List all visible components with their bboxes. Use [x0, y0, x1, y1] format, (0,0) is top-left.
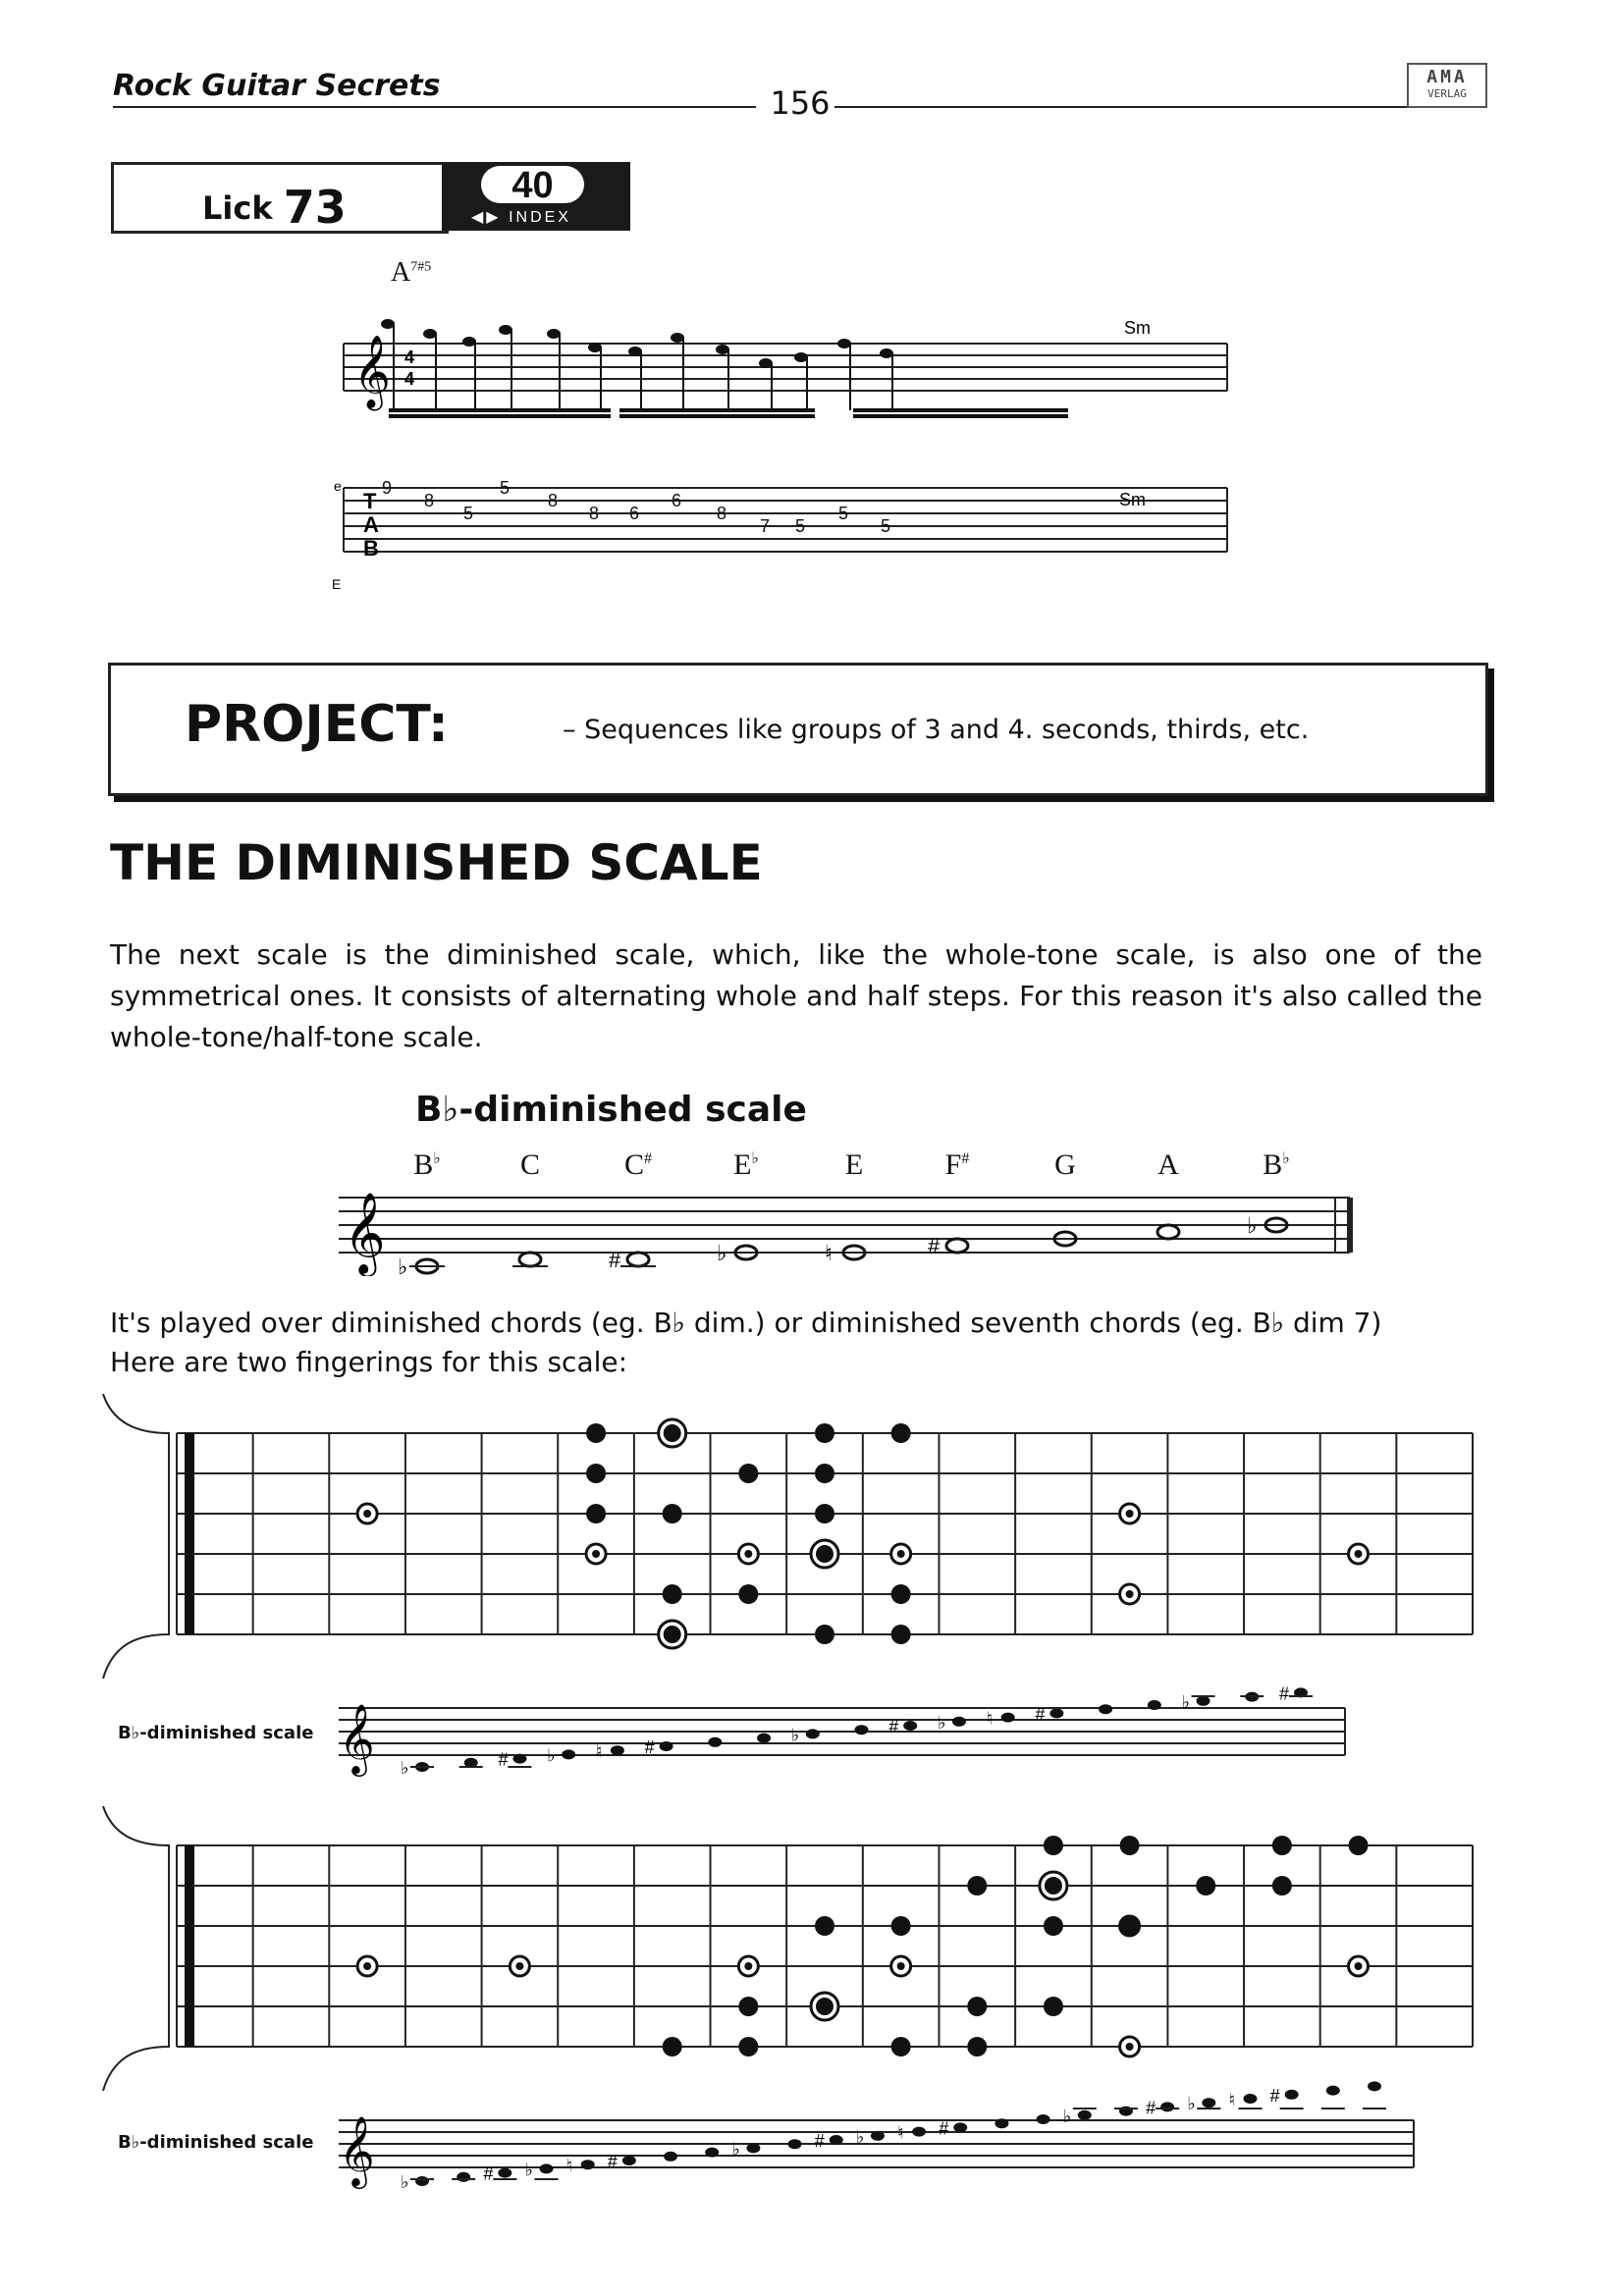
note-head [660, 1741, 673, 1751]
project-text: – Sequences like groups of 3 and 4. seconds, thirds, etc. [563, 715, 1310, 745]
accidental: ♭ [547, 1745, 556, 1766]
string-label: e [334, 478, 342, 494]
whole-note [1157, 1225, 1179, 1239]
finger-dot [967, 1997, 987, 2016]
finger-dot [738, 1464, 758, 1483]
note-head [547, 329, 561, 339]
finger-dot [891, 1584, 911, 1604]
accidental: # [483, 2163, 494, 2184]
treble-clef: 𝄞 [353, 336, 391, 408]
note-head [871, 2131, 885, 2141]
note-head [855, 1725, 869, 1735]
intro-paragraph: The next scale is the diminished scale, which, like the whole-tone scale, is also one of the symmetrical ones. It consists of alternating whole and half steps. For this reason it's also called the whole-tone/half-tone scale. [110, 938, 1482, 1053]
ascending-notes [401, 2081, 1386, 2192]
lick-tab-numbers [382, 478, 890, 536]
tab-number: 5 [463, 504, 474, 523]
accidental: # [1269, 2085, 1280, 2106]
accidental: # [609, 1248, 621, 1272]
note-head [462, 337, 476, 347]
finger-dot [815, 1504, 834, 1523]
note-head [705, 2148, 719, 2158]
lick-label: Lick 73 [202, 181, 347, 234]
accidental: # [939, 2118, 949, 2139]
fingering-staff-2 [334, 2071, 1424, 2199]
note-head [995, 2118, 1008, 2128]
cd-index-label: ◀▶ INDEX [471, 209, 571, 226]
tab-number: 5 [881, 516, 891, 536]
accidental: # [498, 1749, 509, 1770]
note-head [1368, 2081, 1381, 2091]
accidental: ♭ [1187, 2094, 1196, 2114]
note-head [830, 2135, 843, 2145]
chord-symbol: $A^{7\#5}$ [391, 257, 432, 288]
finger-dot [663, 1584, 682, 1604]
accidental: ♭ [717, 1241, 727, 1265]
fingering-staff-label: B♭-diminished scale [118, 1723, 314, 1743]
fretboard-grid [177, 1419, 1473, 1648]
finger-dot [738, 1584, 758, 1604]
accidental: # [928, 1234, 941, 1258]
scale-staff [324, 1158, 1365, 1276]
fingering-staff-1 [334, 1669, 1355, 1787]
fretboard-grid [177, 1836, 1473, 2056]
fretboard-diagram-1 [98, 1394, 1492, 1679]
note-head [457, 2172, 470, 2182]
accidental: ♭ [937, 1712, 946, 1733]
tab-number: 5 [795, 516, 806, 536]
treble-clef: 𝄞 [339, 2114, 375, 2186]
scale-title: B♭-diminished scale [415, 1090, 807, 1130]
scale-note-name: E♭ [733, 1148, 759, 1181]
note-head [540, 2163, 554, 2173]
accidental: ♭ [1247, 1213, 1258, 1238]
accidental: # [644, 1737, 655, 1757]
treble-clef: 𝄞 [344, 1191, 386, 1273]
tab-letter: T [363, 489, 377, 513]
note-head [880, 348, 893, 358]
section-title: THE DIMINISHED SCALE [110, 834, 763, 891]
note-head [1078, 2110, 1092, 2120]
note-head [1160, 2102, 1174, 2111]
accidental: ♭ [1181, 1691, 1191, 1712]
accidental: ♭ [401, 1758, 409, 1778]
finger-dot [891, 2037, 911, 2056]
note-head [671, 333, 684, 343]
project-box [108, 663, 1488, 796]
treble-clef: 𝄞 [339, 1702, 375, 1774]
tab-number: 8 [548, 491, 559, 510]
slide-marking: Sm [1119, 490, 1146, 509]
finger-dot [891, 1625, 911, 1644]
tab-letter: A [363, 512, 379, 537]
note-head [1243, 2094, 1257, 2104]
running-title: Rock Guitar Secrets [113, 69, 441, 103]
finger-dot [1044, 1916, 1063, 1936]
tab-letter: B [363, 536, 379, 561]
whole-note [627, 1253, 649, 1266]
tab-number: 8 [717, 504, 727, 523]
tab-number: 9 [382, 478, 393, 498]
finger-dot [815, 1625, 834, 1644]
accidental: # [1035, 1704, 1046, 1725]
finger-dot [1272, 1836, 1292, 1855]
note-head [716, 345, 729, 354]
cd-track-number: 40 [481, 166, 584, 203]
accidental: # [888, 1717, 899, 1736]
time-signature: 4 [404, 369, 415, 389]
note-head [837, 339, 851, 348]
accidental: ♭ [1062, 2106, 1072, 2126]
note-head [1285, 2090, 1299, 2100]
scale-note-name: G [1054, 1148, 1076, 1181]
accidental: # [814, 2131, 825, 2151]
note-head [498, 2168, 511, 2178]
accidental: # [1279, 1683, 1290, 1704]
note-head [912, 2127, 926, 2137]
finger-dot [1120, 1836, 1140, 1855]
note-head [1148, 1700, 1161, 1710]
accidental: ♮ [825, 1241, 833, 1265]
accidental: # [1146, 2098, 1156, 2118]
finger-dot [586, 1423, 606, 1443]
note-head [381, 319, 395, 329]
finger-dot [815, 1916, 834, 1936]
finger-dot [1044, 1997, 1063, 2016]
publisher-logo: AMA VERLAG [1407, 63, 1487, 108]
note-head [622, 2156, 636, 2165]
note-head [588, 343, 602, 352]
cd-icon: ◀▶ [471, 209, 502, 226]
lick-label-box [111, 162, 449, 234]
finger-dot [738, 2037, 758, 2056]
accidental: # [607, 2152, 618, 2171]
scale-whole-notes [398, 1213, 1287, 1276]
finger-dot [738, 1997, 758, 2016]
header-rule [113, 106, 756, 108]
tab-number: 6 [629, 504, 640, 523]
finger-dot [1349, 1836, 1369, 1855]
time-signature: 4 [404, 347, 415, 367]
scale-note-name: C# [623, 1148, 652, 1181]
accidental: ♭ [398, 1255, 408, 1276]
scale-note-name: E [844, 1148, 864, 1181]
note-head [499, 325, 512, 335]
usage-line-2: Here are two fingerings for this scale: [110, 1346, 628, 1378]
note-head [512, 1754, 526, 1764]
tab-number: 5 [838, 504, 849, 523]
nut [185, 1845, 194, 2047]
cd-index-badge [442, 162, 630, 231]
tab-number: 7 [760, 516, 771, 536]
tab-number: 6 [672, 491, 682, 510]
accidental: ♮ [565, 2156, 573, 2176]
finger-dot [815, 1423, 834, 1443]
lick-notation [324, 294, 1237, 628]
note-head [664, 2152, 677, 2162]
note-head [788, 2139, 802, 2149]
finger-dot [1120, 1916, 1140, 1936]
usage-text [110, 1304, 1504, 1382]
note-head [1099, 1704, 1112, 1714]
note-head [1049, 1708, 1063, 1718]
note-head [806, 1729, 820, 1738]
note-head [757, 1734, 771, 1743]
note-head [1326, 2086, 1340, 2096]
slide-marking: Sm [1124, 318, 1151, 338]
scale-note-name: B♭ [1263, 1148, 1290, 1181]
finger-dot [586, 1464, 606, 1483]
note-head [628, 347, 642, 356]
finger-dot [891, 1916, 911, 1936]
note-head [953, 2122, 967, 2132]
note-head [423, 329, 437, 339]
note-head [581, 2160, 595, 2169]
nut [185, 1433, 194, 1634]
header-rule [834, 106, 1482, 108]
page-number: 156 [770, 84, 831, 122]
tab-number: 8 [589, 504, 600, 523]
fingering-staff-label: B♭-diminished scale [118, 2132, 314, 2153]
finger-dot [1044, 1836, 1063, 1855]
scale-note-name: B♭ [413, 1148, 441, 1181]
project-title: PROJECT: [185, 695, 449, 754]
accidental: ♭ [731, 2139, 740, 2160]
note-head [746, 2143, 760, 2153]
finger-dot [586, 1504, 606, 1523]
note-head [759, 358, 773, 368]
accidental: ♮ [897, 2122, 904, 2143]
note-head [415, 2176, 429, 2186]
note-head [708, 1737, 722, 1747]
finger-dot [967, 2037, 987, 2056]
accidental: ♭ [855, 2126, 865, 2147]
scale-note-name: A [1157, 1148, 1179, 1181]
note-head [794, 352, 808, 362]
accidental: ♭ [790, 1725, 800, 1745]
note-head [1001, 1713, 1015, 1723]
whole-note [946, 1239, 968, 1253]
scale-note-name: F# [944, 1148, 970, 1181]
note-head [1197, 1696, 1210, 1706]
accidental: ♭ [401, 2172, 409, 2192]
note-head [903, 1721, 917, 1731]
tab-number: 5 [500, 478, 511, 498]
finger-dot [1196, 1876, 1215, 1896]
usage-line-1: It's played over diminished chords (eg. B♭ dim.) or diminished seventh chords (eg. B♭ dim 7) [110, 1307, 1382, 1339]
finger-dot [1272, 1876, 1292, 1896]
note-head [952, 1717, 966, 1727]
accidental: ♭ [524, 2160, 534, 2180]
fretboard-diagram-2 [98, 1806, 1492, 2091]
tab-number: 8 [424, 491, 435, 510]
accidental: ♮ [595, 1741, 603, 1762]
note-head [562, 1749, 575, 1759]
finger-dot [663, 1504, 682, 1523]
finger-dot [967, 1876, 987, 1896]
whole-note [519, 1253, 541, 1266]
note-head [1037, 2114, 1050, 2124]
string-label: E [332, 576, 342, 592]
finger-dot [815, 1464, 834, 1483]
accidental: ♮ [1228, 2090, 1235, 2109]
finger-dot [663, 2037, 682, 2056]
note-head [611, 1745, 624, 1755]
scale-note-name: C [519, 1148, 540, 1181]
accidental: ♮ [986, 1708, 994, 1729]
finger-dot [891, 1423, 911, 1443]
note-head [1202, 2098, 1215, 2108]
